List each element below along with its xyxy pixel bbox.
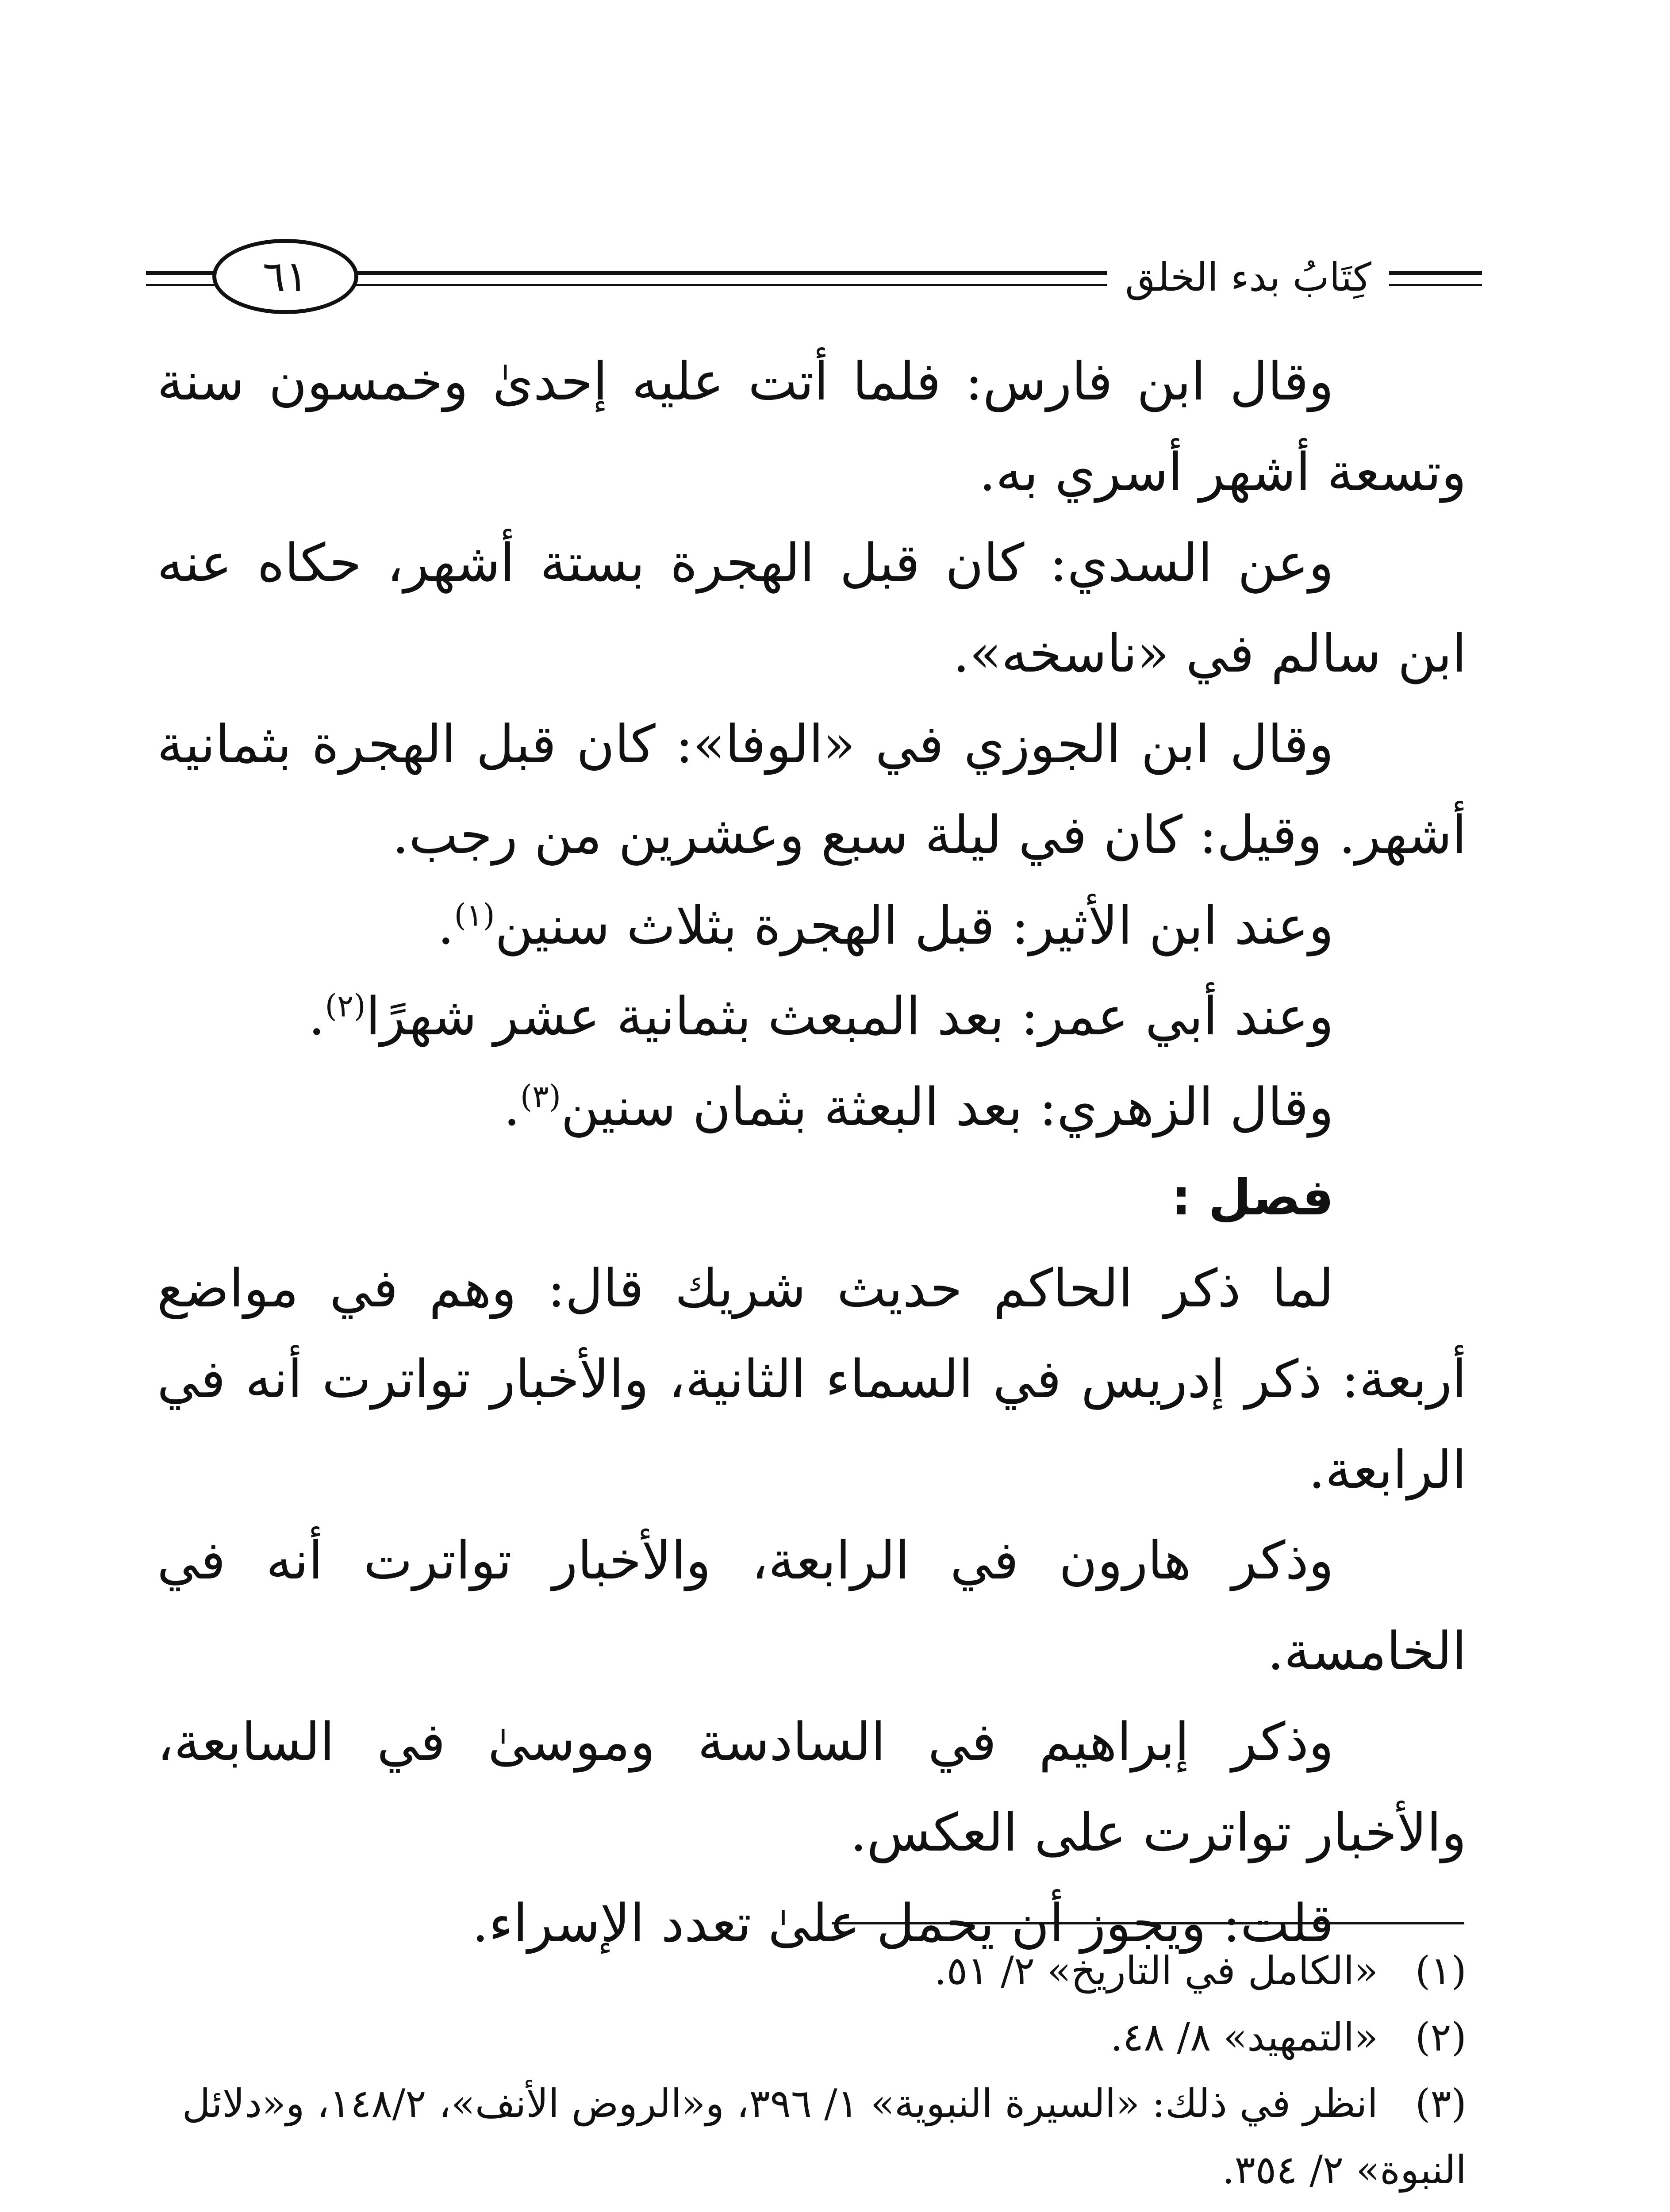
footnote-number: (١): [1415, 1948, 1467, 1993]
paragraph-end: .: [308, 986, 325, 1047]
paragraph: [157, 1062, 1467, 1152]
paragraph-text: وعند ابن الأثير: قبل الهجرة بثلاث سنين: [495, 895, 1334, 956]
footnote: [157, 2070, 1467, 2203]
footnote-ref[interactable]: (٢): [325, 987, 366, 1024]
footnote-text: «الكامل في التاريخ» ٢/ ٥١.: [934, 1948, 1378, 1993]
footnote-number: (٣): [1415, 2081, 1467, 2126]
main-text: [157, 336, 1467, 1969]
footnote-ref[interactable]: (٣): [520, 1078, 561, 1115]
page-header: [146, 230, 1482, 327]
footnote: [157, 1938, 1467, 2004]
running-title: كِتَابُ بدء الخلق: [1107, 254, 1389, 300]
paragraph: [157, 880, 1467, 971]
paragraph: وذكر هارون في الرابعة، والأخبار تواترت أنه في الخامسة.: [157, 1530, 1467, 1682]
paragraph: [157, 971, 1467, 1062]
paragraph: وذكر إبراهيم في السادسة وموسىٰ في السابعة، والأخبار تواترت على العكس.: [157, 1711, 1467, 1863]
paragraph: وعن السدي: كان قبل الهجرة بستة أشهر، حكاه عنه ابن سالم في «ناسخه».: [157, 532, 1467, 684]
paragraph-text: وعند أبي عمر: بعد المبعث بثمانية عشر شهرًا: [365, 986, 1334, 1047]
paragraph-end: .: [503, 1076, 520, 1137]
paragraph-text: وقال الزهري: بعد البعثة بثمان سنين: [561, 1076, 1334, 1137]
paragraph: وقال ابن فارس: فلما أتت عليه إحدىٰ وخمسون سنة وتسعة أشهر أسري به.: [157, 351, 1467, 503]
footnote-number: (٢): [1415, 2014, 1467, 2060]
paragraph: لما ذكر الحاكم حديث شريك قال: وهم في مواضع أربعة: ذكر إدريس في السماء الثانية، والأخبار تواترت أنه في الرابعة.: [157, 1258, 1467, 1500]
paragraph: قلت: ويجوز أن يحمل علىٰ تعدد الإسراء.: [472, 1893, 1334, 1954]
page-number-text: ٦١: [262, 252, 308, 301]
paragraph: وقال ابن الجوزي في «الوفا»: كان قبل الهجرة بثمانية أشهر. وقيل: كان في ليلة سبع وعشرين من رجب.: [157, 714, 1467, 865]
footnote-text: انظر في ذلك: «السيرة النبوية» ١/ ٣٩٦، و«الروض الأنف»، ١٤٨/٢، و«دلائل النبوة» ٢/ ٣٥٤.: [182, 2081, 1467, 2193]
section-heading: فصل :: [1171, 1169, 1334, 1226]
footnote: [157, 2004, 1467, 2070]
page-number: [212, 239, 358, 314]
footnote-ref[interactable]: (١): [454, 897, 495, 933]
paragraph-end: .: [437, 895, 454, 956]
footnote-text: «التمهيد» ٨/ ٤٨.: [1110, 2014, 1378, 2060]
footnote-divider: [832, 1922, 1464, 1924]
footnotes: [157, 1938, 1467, 2203]
